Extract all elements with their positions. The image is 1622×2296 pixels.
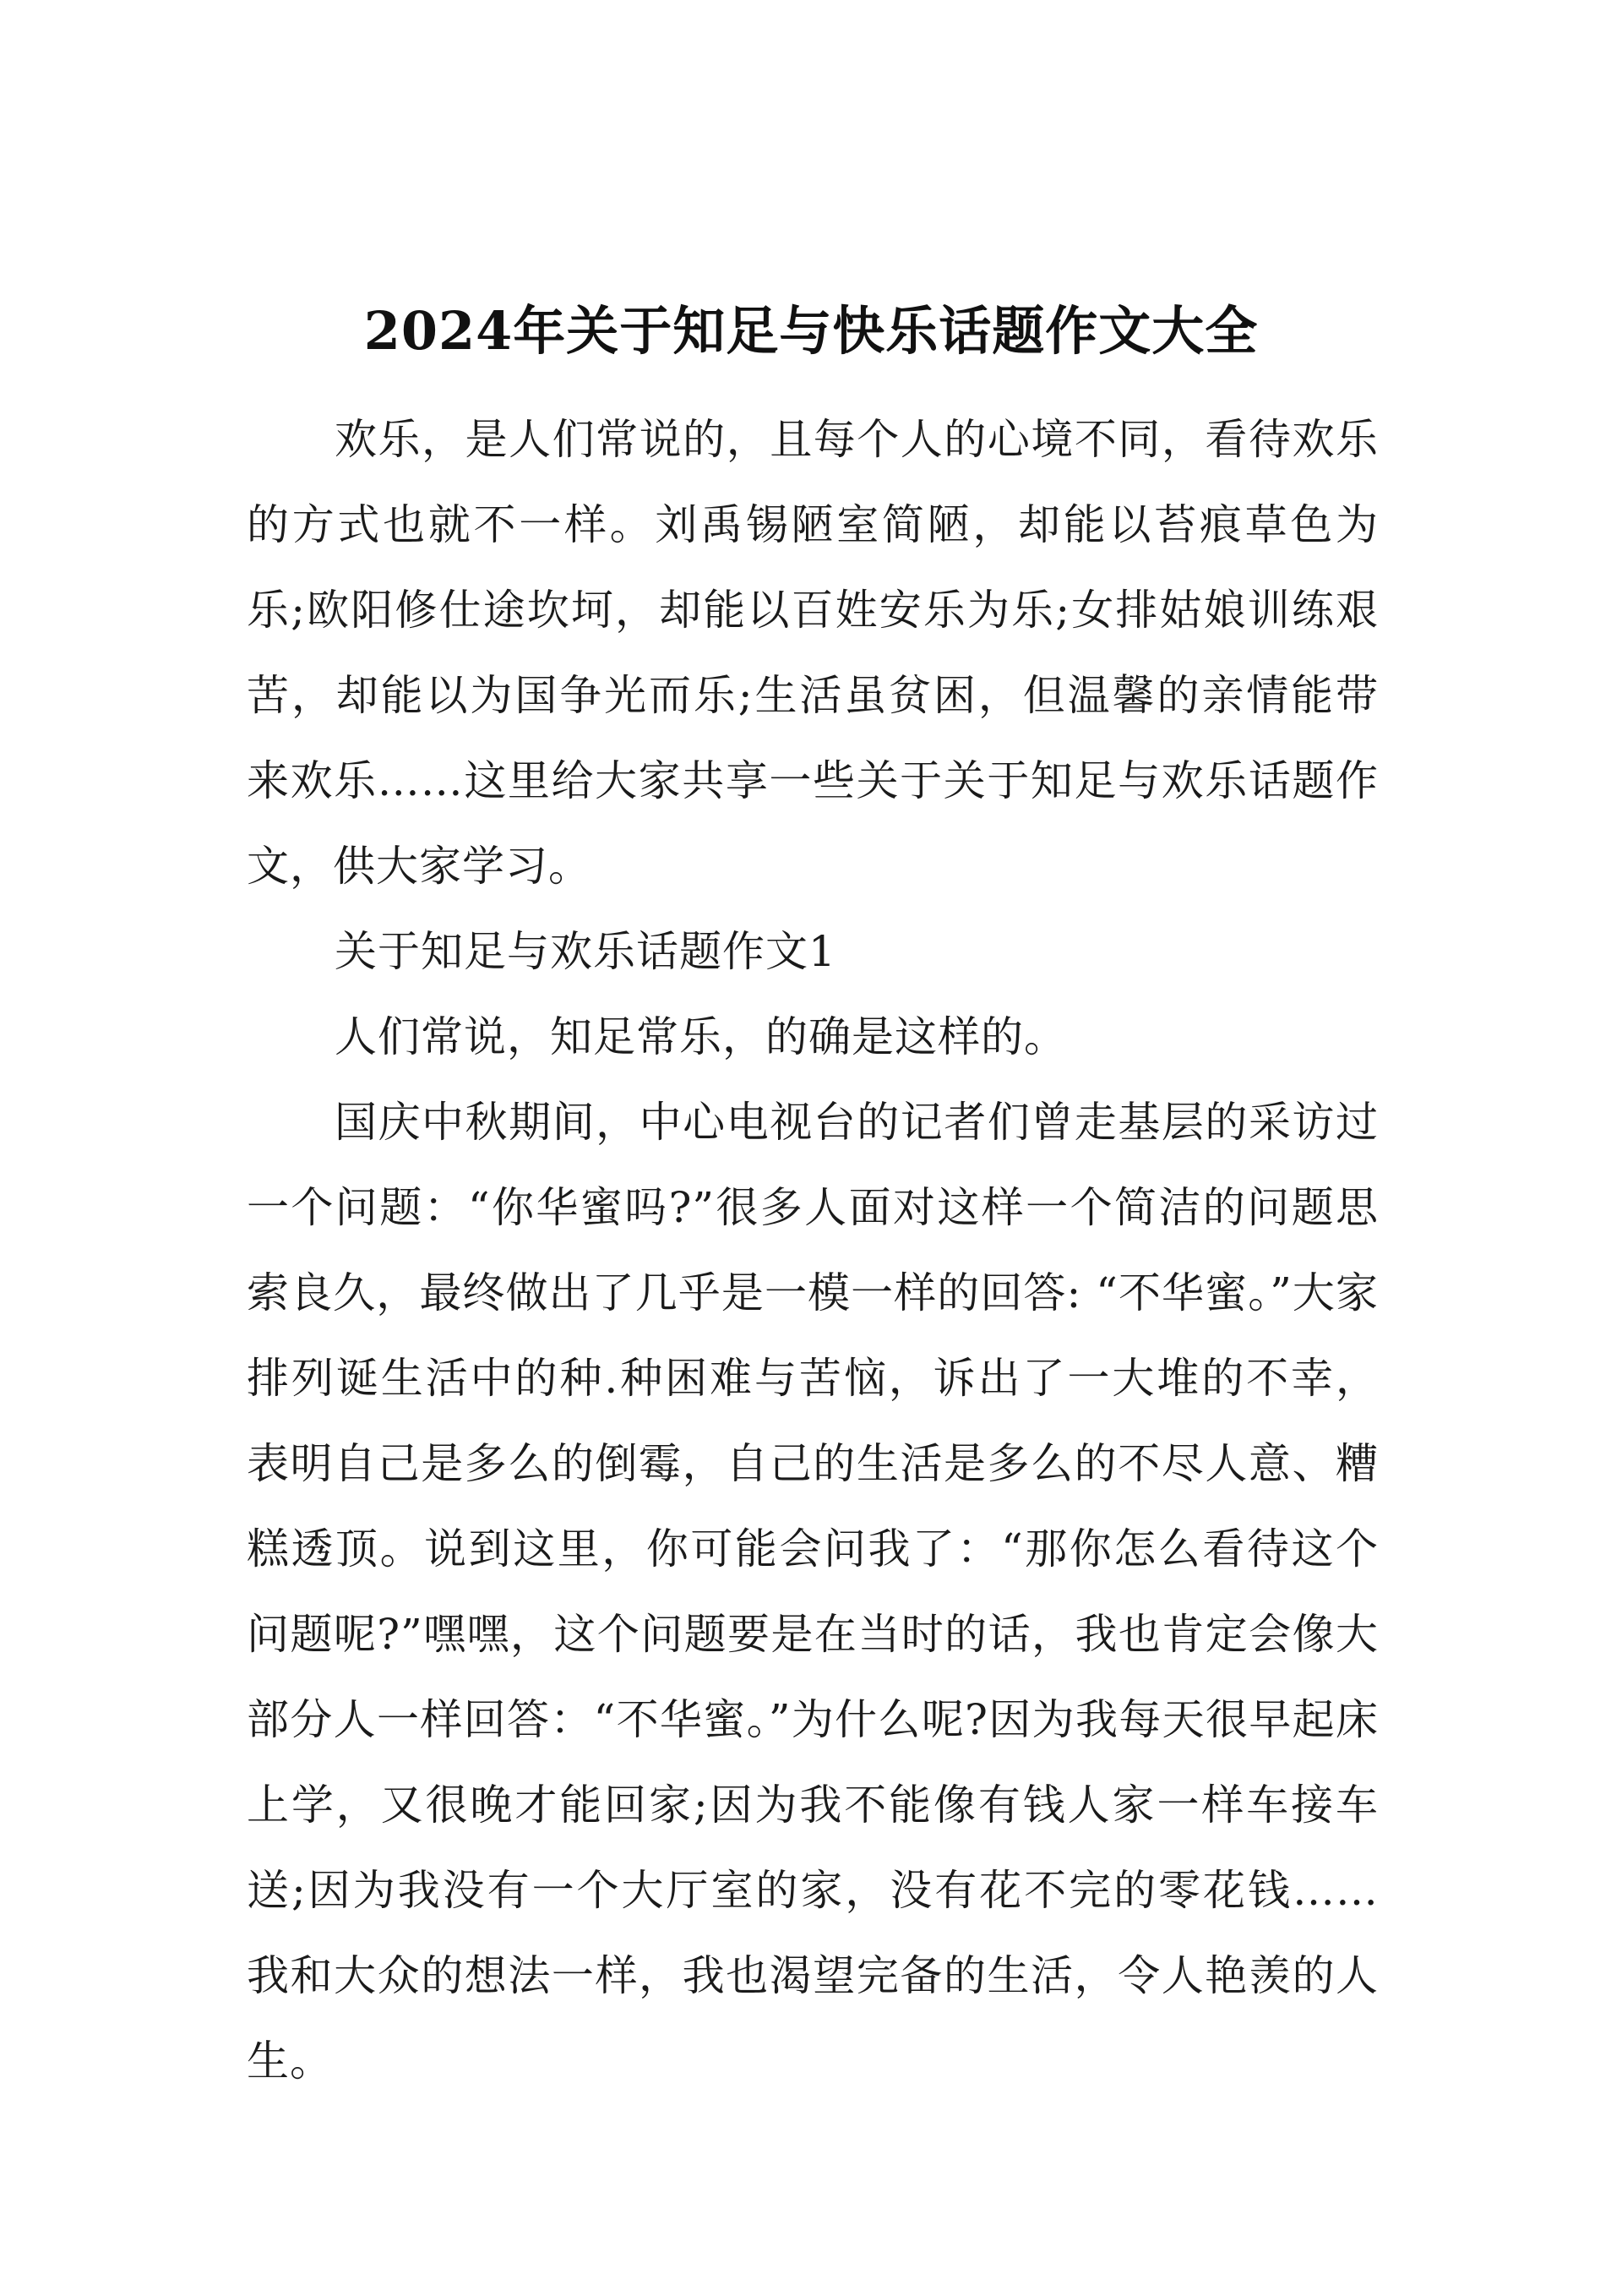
document-title: 2024年关于知足与快乐话题作文大全 bbox=[363, 299, 1259, 362]
essay-paragraph: 人们常说，知足常乐，的确是这样的。 bbox=[335, 1012, 1067, 1061]
essay-paragraph: 国庆中秋期间，中心电视台的记者们曾走基层的采访过一个问题：“你华蜜吗?”很多人面对这样一个简洁的问题思索良久，最终做出了几乎是一模一样的回答: “不华蜜。”大家排列诞生活中的种.种困难与苦恼，诉出了一大堆的不幸，表明自己是多么的倒霉，自己的生活是多么的不尽人意、糟糕透顶。说到这里，你可能会问我了：“那你怎么看待这个问题呢?”嘿嘿，这个问题要是在当时的话，我也肯定会像大部分人一样回答：“不华蜜。”为什么呢?因为我每天很早起床上学，又很晚才能回家;因为我不能像有钱人家一样车接车送;因为我没有一个大厅室的家，没有花不完的零花钱……我和大众的想法一样，我也渴望完备的生活，令人艳羡的人生。 bbox=[247, 1098, 1379, 2086]
document-body bbox=[247, 397, 1379, 2104]
intro-paragraph: 欢乐，是人们常说的，且每个人的心境不同，看待欢乐的方式也就不一样。刘禹锡陋室简陋，却能以苔痕草色为乐;欧阳修仕途坎坷，却能以百姓安乐为乐;女排姑娘训练艰苦，却能以为国争光而乐;生活虽贫困，但温馨的亲情能带来欢乐……这里给大家共享一些关于关于知足与欢乐话题作文，供大家学习。 bbox=[247, 415, 1379, 891]
essay-heading: 关于知足与欢乐话题作文1 bbox=[335, 927, 836, 976]
